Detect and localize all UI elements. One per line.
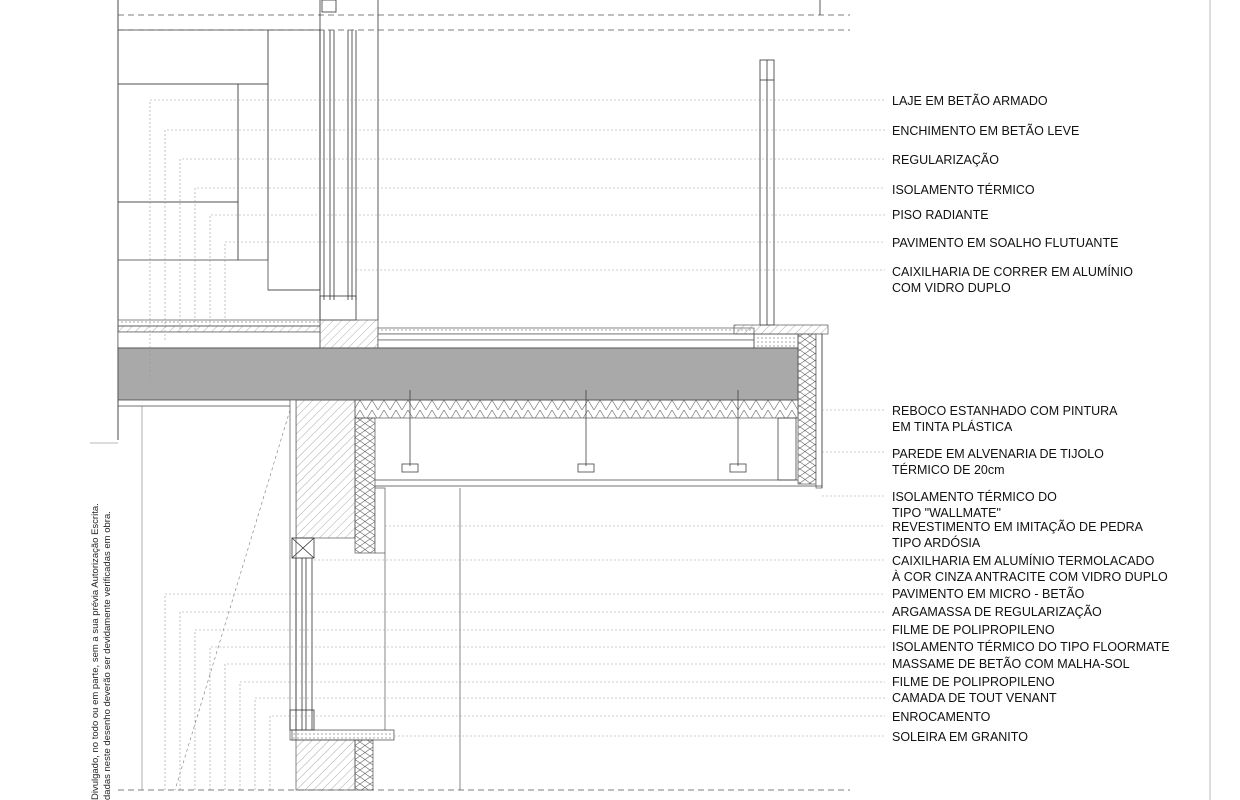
lower-left-lines: [90, 406, 290, 790]
side-note-line: dadas neste desenho deverão ser devidamente verificadas em obra.: [102, 511, 113, 800]
annotation-text: PAVIMENTO EM SOALHO FLUTUANTE: [892, 236, 1119, 250]
annotation-text: MASSAME DE BETÃO COM MALHA-SOL: [892, 657, 1130, 671]
balcony-glass-railing: [760, 0, 820, 325]
annotation-text: FILME DE POLIPROPILENO: [892, 675, 1055, 689]
annotation-text: PISO RADIANTE: [892, 208, 989, 222]
annotation-text: LAJE EM BETÃO ARMADO: [892, 94, 1048, 108]
copyright-side-note: [90, 503, 114, 800]
annotation-enchimento: [892, 123, 1079, 139]
annotation-massame: [892, 656, 1130, 672]
annotation-filme2: [892, 674, 1055, 690]
ceiling-insulation: [355, 400, 798, 418]
annotation-text: ISOLAMENTO TÉRMICO DO TIPO FLOORMATE: [892, 640, 1170, 654]
annotation-reboco: [892, 403, 1117, 435]
annotation-floormate: [892, 639, 1170, 655]
annotation-text: EM TINTA PLÁSTICA: [892, 420, 1013, 434]
annotation-text: ARGAMASSA DE REGULARIZAÇÃO: [892, 605, 1102, 619]
annotation-text: TIPO "WALLMATE": [892, 506, 1001, 520]
annotation-parede: [892, 446, 1104, 478]
annotation-text: CAIXILHARIA DE CORRER EM ALUMÍNIO: [892, 265, 1134, 279]
annotation-text: PAREDE EM ALVENARIA DE TIJOLO: [892, 447, 1104, 461]
annotation-text: ENROCAMENTO: [892, 710, 991, 724]
annotation-text: ISOLAMENTO TÉRMICO DO: [892, 490, 1057, 504]
annotation-wallmate: [892, 489, 1057, 521]
annotation-text: CAMADA DE TOUT VENANT: [892, 691, 1057, 705]
annotation-text: ENCHIMENTO EM BETÃO LEVE: [892, 124, 1080, 138]
annotation-argamassa: [892, 604, 1102, 620]
upper-left-wall: [118, 30, 320, 290]
annotation-text: TIPO ARDÓSIA: [892, 536, 981, 550]
annotation-regularizacao: [892, 152, 999, 168]
annotation-piso: [892, 207, 989, 223]
annotation-text: À COR CINZA ANTRACITE COM VIDRO DUPLO: [892, 570, 1168, 584]
sliding-window-frame: [320, 0, 378, 320]
annotation-enrocamento: [892, 709, 990, 725]
annotation-text: ISOLAMENTO TÉRMICO: [892, 183, 1035, 197]
annotation-revestimento: [892, 519, 1143, 551]
granite-sill: [292, 730, 394, 740]
annotation-text: REGULARIZAÇÃO: [892, 153, 999, 167]
annotation-text: REBOCO ESTANHADO COM PINTURA: [892, 404, 1118, 418]
annotation-isolamento: [892, 182, 1035, 198]
annotation-text: FILME DE POLIPROPILENO: [892, 623, 1055, 637]
annotation-text: SOLEIRA EM GRANITO: [892, 730, 1028, 744]
annotation-microbetao: [892, 586, 1084, 602]
annotation-text: CAIXILHARIA EM ALUMÍNIO TERMOLACADO: [892, 554, 1155, 568]
side-note-line: Divulgado, no todo ou em parte, sem a sua prévia Autorização Escrita.: [90, 503, 101, 800]
annotation-tout-venant: [892, 690, 1057, 706]
annotation-soleira: [892, 729, 1028, 745]
upper-floor-layers: [118, 320, 828, 348]
slab-edge-insulation: [798, 334, 822, 488]
annotation-text: REVESTIMENTO EM IMITAÇÃO DE PEDRA: [892, 520, 1143, 534]
leader-lines-lower: [165, 410, 885, 790]
annotation-text: COM VIDRO DUPLO: [892, 281, 1011, 295]
annotation-caixilharia-termolacado: [892, 553, 1168, 585]
annotation-pavimento-soalho: [892, 235, 1118, 251]
annotation-text: TÉRMICO DE 20cm: [892, 463, 1005, 477]
annotation-caixilharia-correr: [892, 264, 1133, 296]
reinforced-concrete-slab: [118, 348, 798, 400]
annotation-text: PAVIMENTO EM MICRO - BETÃO: [892, 587, 1085, 601]
annotation-laje: [892, 93, 1048, 109]
annotation-filme1: [892, 622, 1055, 638]
